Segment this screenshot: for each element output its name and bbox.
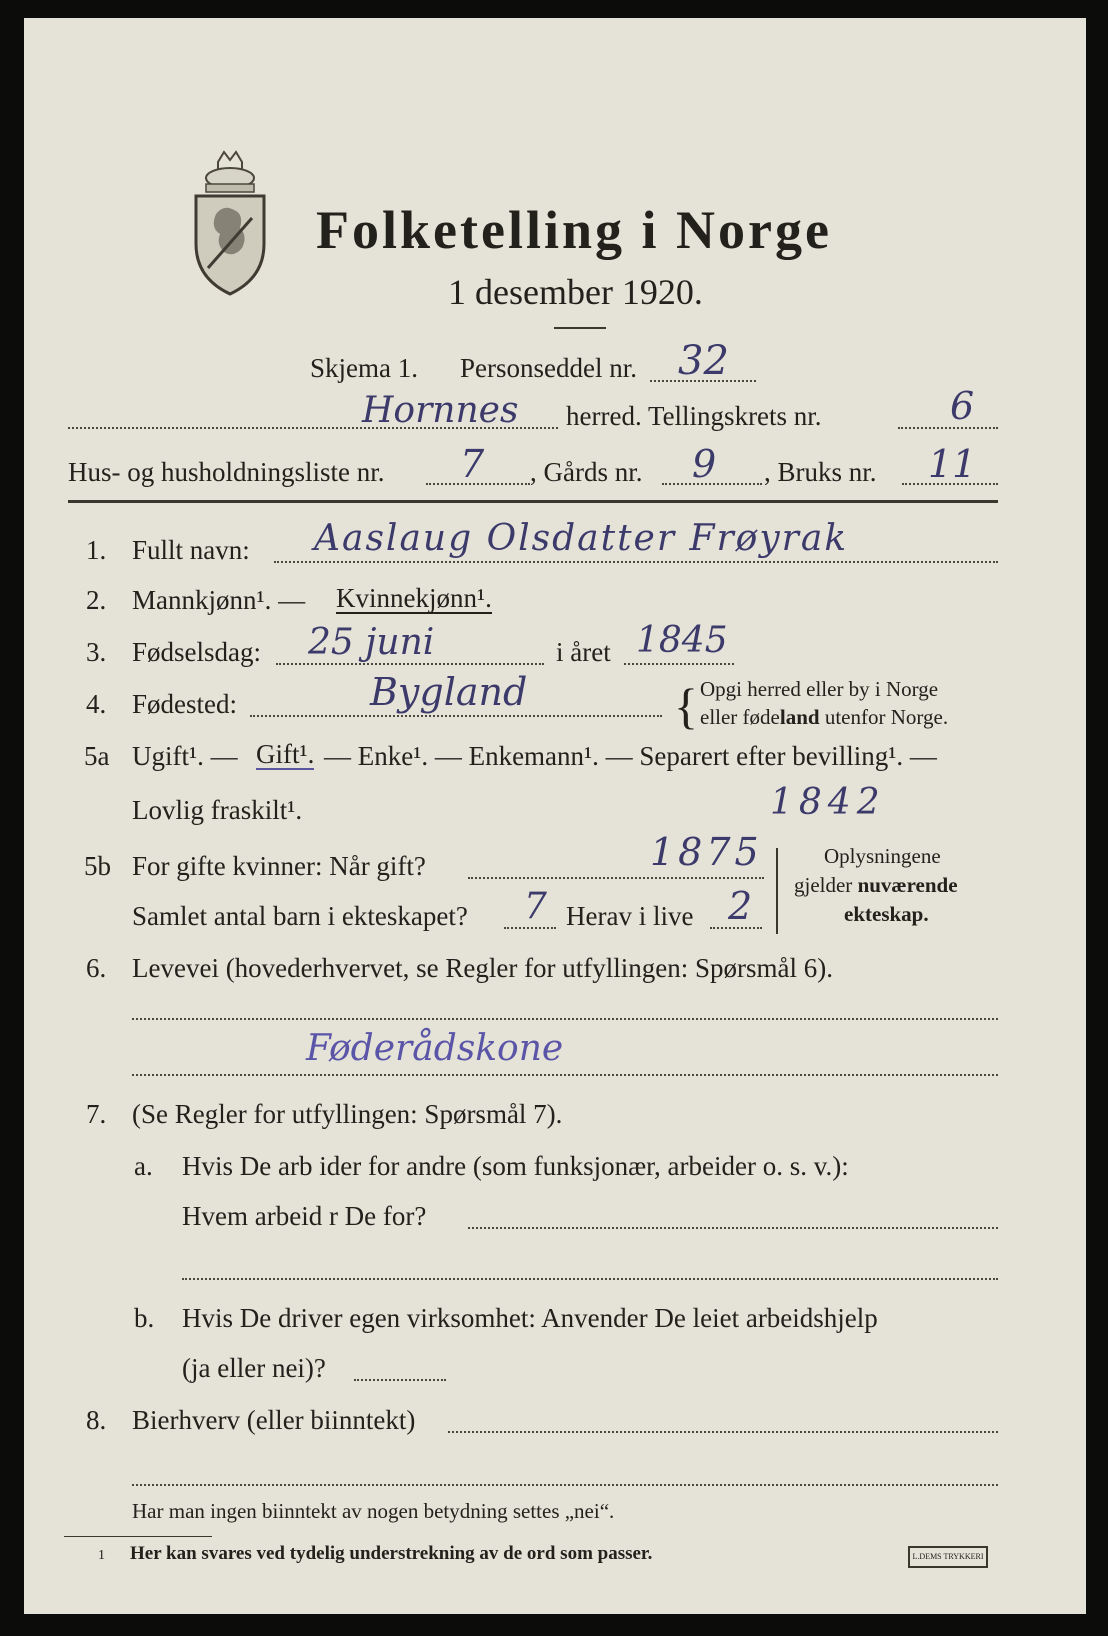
q7b-letter: b. [134,1303,155,1333]
form-date: 1 desember 1920. [448,272,703,312]
q1-label: Fullt navn: [132,535,250,565]
hus-value: 7 [460,442,485,486]
q7-number: 7. [86,1099,107,1129]
q3-year-line [624,663,734,665]
header-divider [68,500,998,503]
q4-note-2b: land [779,705,820,729]
q1-number: 1. [86,535,107,565]
q4-note-2 [700,705,948,729]
q3-year-value: 1845 [636,620,728,661]
q5b-number: 5b [84,851,111,881]
q5a-margin-note: 1842 [770,782,886,823]
q7a-line-2 [182,1278,998,1280]
q4-label: Fødested: [132,689,237,719]
q7b-line [354,1379,446,1381]
q8-line-1 [448,1431,998,1433]
printer-stamp: L.DEMS TRYKKERI [908,1546,988,1568]
q5b-barn-line [504,927,556,929]
q7a-text2: Hvem arbeid r De for? [182,1201,427,1231]
krets-line [898,427,998,429]
q5a-number: 5a [84,741,110,771]
title-divider [554,327,606,329]
q4-line [250,715,662,717]
q5a-gift: Gift¹. [256,739,315,769]
coat-of-arms-logo [190,148,270,296]
q5b-bracket [776,848,778,934]
krets-value: 6 [950,384,975,428]
bruks-value: 11 [928,442,977,486]
q3-value: 25 juni [308,622,435,663]
footer-note: Har man ingen biinntekt av nogen betydning settes „nei“. [132,1499,615,1523]
q7a-text: Hvis De arb ider for andre (som funksjonær, arbeider o. s. v.): [182,1151,849,1181]
q5b-gift-line [468,877,764,879]
q5b-note-3: ekteskap. [844,902,929,926]
q4-note-1: Opgi herred eller by i Norge [700,677,939,701]
q3-year-label: i året [556,637,611,667]
q7b-text: Hvis De driver egen virksomhet: Anvender De leiet arbeidshjelp [182,1303,878,1333]
personseddel-label: Personseddel nr. [460,353,637,383]
hus-label: Hus- og husholdningsliste nr. [68,457,385,487]
q5b-note-2 [794,873,958,897]
q4-value: Bygland [370,670,528,714]
q6-line-1 [132,1018,998,1020]
census-form-page [24,18,1086,1614]
q5b-barn-value: 7 [524,886,547,927]
gards-label: , Gårds nr. [530,457,643,487]
q7a-letter: a. [134,1151,153,1181]
footnote-text: Her kan svares ved tydelig understrekning av de ord som passer. [130,1543,653,1564]
q2-label-male: Mannkjønn¹. — [132,585,306,615]
q8-number: 8. [86,1405,107,1435]
q4-note-2a: eller føde [700,705,780,729]
q5b-note-1: Oplysningene [824,844,941,868]
q1-value: Aaslaug Olsdatter Frøyrak [314,518,849,559]
q5a-rest: — Enke¹. — Enkemann¹. — Separert efter bevilling¹. — [324,741,937,771]
q3-label: Fødselsdag: [132,637,262,667]
q4-number: 4. [86,689,107,719]
q2-label-female: Kvinnekjønn¹. [336,583,492,613]
q5b-barn-label: Samlet antal barn i ekteskapet? [132,901,468,931]
q5a-line2: Lovlig fraskilt¹. [132,795,303,825]
q4-note-2c: utenfor Norge. [819,705,949,729]
gards-value: 9 [692,442,717,486]
q6-label: Levevei (hovederhvervet, se Regler for utfyllingen: Spørsmål 6). [132,953,834,983]
bruks-label: , Bruks nr. [764,457,877,487]
q3-number: 3. [86,637,107,667]
herred-value: Hornnes [362,390,519,431]
q5b-note-2a: gjelder [794,873,858,897]
skjema-label: Skjema 1. [310,353,418,383]
q5b-live-value: 2 [728,884,753,928]
personseddel-value: 32 [678,338,729,384]
q3-line [276,663,544,665]
q8-label: Bierhverv (eller biinntekt) [132,1405,416,1435]
q6-number: 6. [86,953,107,983]
q4-brace: { [674,678,698,734]
q2-number: 2. [86,585,107,615]
q7-label: (Se Regler for utfyllingen: Spørsmål 7). [132,1099,563,1129]
q6-value: Føderådskone [306,1028,564,1069]
form-title: Folketelling i Norge [316,200,832,260]
q6-line-2 [132,1074,998,1076]
q5b-live-label: Herav i live [566,901,694,931]
q7b-text2: (ja eller nei)? [182,1353,326,1383]
q7a-line-1 [468,1227,998,1229]
q5a-ugift: Ugift¹. — [132,741,238,771]
q5b-note-2b: nuværende [857,873,958,897]
q5b-label: For gifte kvinner: Når gift? [132,851,426,881]
herred-label: herred. Tellingskrets nr. [566,401,822,431]
q8-line-2 [132,1484,998,1486]
q1-line [274,561,998,563]
footnote-number: 1 [98,1548,105,1563]
q5b-gift-value: 1875 [650,830,763,874]
footnote-divider [64,1536,212,1537]
